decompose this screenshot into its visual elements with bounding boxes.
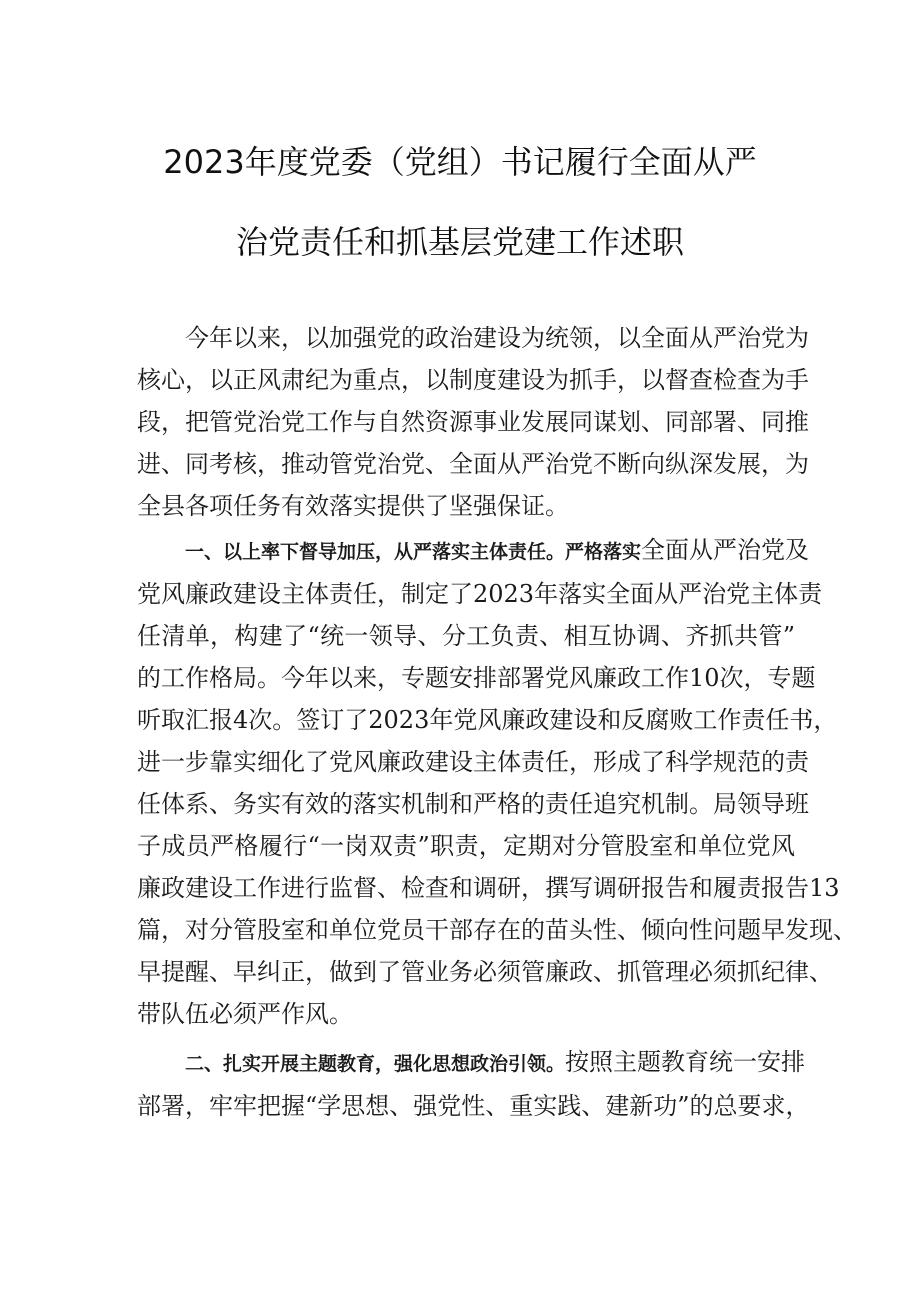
paragraph-3-line-2: 部署，牢牢把握“学思想、强党性、重实践、建新功”的总要求， xyxy=(137,1092,810,1120)
section-2-heading: 二、扎实开展主题教育，强化思想政治引领。 xyxy=(185,1053,566,1075)
paragraph-2-line-10: 篇，对分管股室和单位党员干部存在的苗头性、倾向性问题早发现、 xyxy=(137,916,857,944)
paragraph-1-line-3: 段，把管党治党工作与自然资源事业发展同谋划、同部署、同推 xyxy=(137,408,809,436)
paragraph-2-line-2: 党风廉政建设主体责任，制定了2023年落实全面从严治党主体责 xyxy=(137,580,823,608)
document-title-line-1: 2023年度党委（党组）书记履行全面从严 xyxy=(163,143,757,181)
paragraph-1-line-2: 核心，以正风肃纪为重点，以制度建设为抓手，以督查检查为手 xyxy=(137,366,809,394)
paragraph-2-line-8: 子成员严格履行“一岗双责”职责，定期对分管股室和单位党风 xyxy=(137,832,795,860)
paragraph-1-line-1: 今年以来，以加强党的政治建设为统领，以全面从严治党为 xyxy=(185,324,809,352)
section-1-heading: 一、以上率下督导加压，从严落实主体责任。严格落实 xyxy=(185,541,642,563)
paragraph-2-line-3: 任清单，构建了“统一领导、分工负责、相互协调、齐抓共管” xyxy=(137,622,795,650)
paragraph-3-line-1 xyxy=(185,1046,806,1080)
paragraph-2-line-1 xyxy=(185,534,810,568)
paragraph-2-line-11: 早提醒、早纠正，做到了管业务必须管廉政、抓管理必须抓纪律、 xyxy=(137,958,833,986)
paragraph-2-line-6: 进一步靠实细化了党风廉政建设主体责任，形成了科学规范的责 xyxy=(137,748,809,776)
paragraph-2-line-9: 廉政建设工作进行监督、检查和调研，撰写调研报告和履责报告13 xyxy=(137,874,840,902)
paragraph-2-line-12: 带队伍必须严作风。 xyxy=(137,1000,353,1028)
paragraph-1-line-4: 进、同考核，推动管党治党、全面从严治党不断向纵深发展，为 xyxy=(137,450,809,478)
paragraph-2-line-4: 的工作格局。今年以来，专题安排部署党风廉政工作10次，专题 xyxy=(137,664,816,692)
paragraph-2-line-5: 听取汇报4次。签订了2023年党风廉政建设和反腐败工作责任书， xyxy=(137,706,838,734)
paragraph-1-line-5: 全县各项任务有效落实提供了坚强保证。 xyxy=(137,492,569,520)
paragraph-3-line-1-rest: 按照主题教育统一安排 xyxy=(565,1048,806,1076)
paragraph-2-line-1-rest: 全面从严治党及 xyxy=(641,536,810,564)
paragraph-2-line-7: 任体系、务实有效的落实机制和严格的责任追究机制。局领导班 xyxy=(137,790,809,818)
document-title-line-2: 治党责任和抓基层党建工作述职 xyxy=(235,223,684,261)
